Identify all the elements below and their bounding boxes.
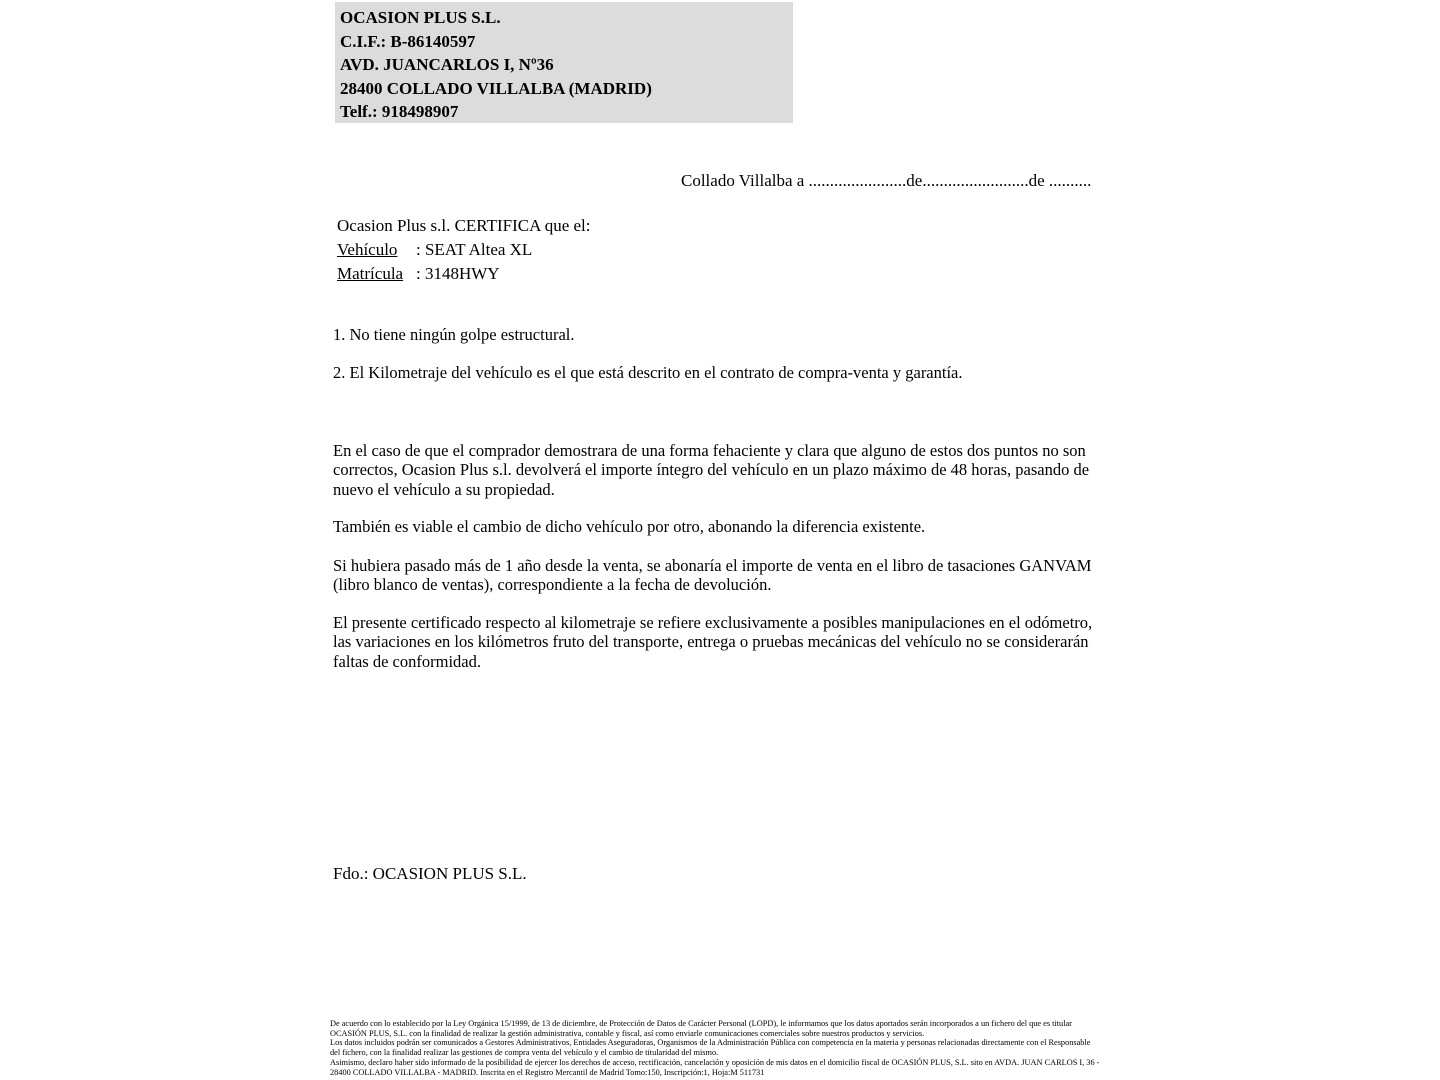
vehicle-label: Vehículo bbox=[337, 240, 398, 259]
point-2: 2. El Kilometraje del vehículo es el que está descrito en el contrato de compra-venta y garantía. bbox=[333, 363, 963, 383]
plate-field bbox=[337, 262, 591, 286]
company-header-box bbox=[335, 2, 793, 123]
vehicle-value: : SEAT Altea XL bbox=[416, 240, 533, 259]
signature-line: Fdo.: OCASION PLUS S.L. bbox=[333, 864, 527, 883]
certification-block bbox=[337, 214, 591, 286]
paragraph-odometer-disclaimer: El presente certificado respecto al kilometraje se refiere exclusivamente a posibles manipulaciones en el odómetro, las variaciones en los kilómetros fruto del transporte, entrega o pruebas mecánicas del vehículo no se considerarán faltas de conformidad. bbox=[333, 613, 1093, 671]
vehicle-label-wrap bbox=[337, 238, 416, 262]
date-fill-in-line: Collado Villalba a .......................de.........................de .......... bbox=[681, 171, 1092, 190]
footer-lopd-notice: De acuerdo con lo establecido por la Ley Orgánica 15/1999, de 13 de diciembre, de Protección de Datos de Carácter Personal (LOPD), le informamos que los datos aportados serán incorporados a un fichero del que es titular OCASIÓN PLUS, S.L. con la finalidad de realizar la gestión administrativa, contable y fiscal, así como enviarle comunicaciones comerciales sobre nuestros productos y servicios. bbox=[330, 1019, 1072, 1038]
company-name: OCASION PLUS S.L. bbox=[340, 8, 501, 27]
plate-value: : 3148HWY bbox=[416, 264, 500, 283]
legal-footer bbox=[330, 1019, 1102, 1077]
paragraph-refund-terms: En el caso de que el comprador demostrara de una forma fehaciente y clara que alguno de estos dos puntos no son correctos, Ocasion Plus s.l. devolverá el importe íntegro del vehículo en un plazo máximo de 48 horas, pasando de nuevo el vehículo a su propiedad. bbox=[333, 441, 1090, 499]
paragraph-exchange-option: También es viable el cambio de dicho vehículo por otro, abonando la diferencia existente. bbox=[333, 517, 926, 536]
plate-label: Matrícula bbox=[337, 264, 404, 283]
footer-data-sharing-notice: Los datos incluidos podrán ser comunicados a Gestores Administrativos, Entidades Aseguradoras, Organismos de la Administración Pública con competencia en la materia y personas relacionadas directamente con el Responsable del fichero, con la finalidad realizar las gestiones de compra venta del vehículo y el cambio de titularidad del mismo. bbox=[330, 1038, 1091, 1058]
certification-intro: Ocasion Plus s.l. CERTIFICA que el: bbox=[337, 216, 591, 235]
paragraph-ganvam-valuation: Si hubiera pasado más de 1 año desde la venta, se abonaría el importe de venta en el libro de tasaciones GANVAM (libro blanco de ventas), correspondiente a la fecha de devolución. bbox=[333, 556, 1092, 595]
footer-rights-registry-notice: Asimismo, declaro haber sido informado de la posibilidad de ejercer los derechos de acceso, rectificación, cancelación y oposición de mis datos en el domicilio fiscal de OCASIÓN PLUS, S.L. sito en AVDA. JUAN CARLOS I, 36 - 28400 COLLADO VILLALBA - MADRID. Inscrita en el Registro Mercantil de Madrid Tomo:150, Inscripción:1, Hoja:M 511731 bbox=[330, 1057, 1100, 1077]
company-address: AVD. JUANCARLOS I, Nº36 bbox=[340, 55, 554, 74]
point-1: 1. No tiene ningún golpe estructural. bbox=[333, 325, 575, 344]
vehicle-field bbox=[337, 238, 591, 262]
company-phone: Telf.: 918498907 bbox=[340, 102, 459, 121]
company-cif: C.I.F.: B-86140597 bbox=[340, 31, 476, 51]
certified-points bbox=[333, 325, 1113, 383]
plate-label-wrap bbox=[337, 262, 416, 286]
company-city: 28400 COLLADO VILLALBA (MADRID) bbox=[340, 78, 652, 98]
